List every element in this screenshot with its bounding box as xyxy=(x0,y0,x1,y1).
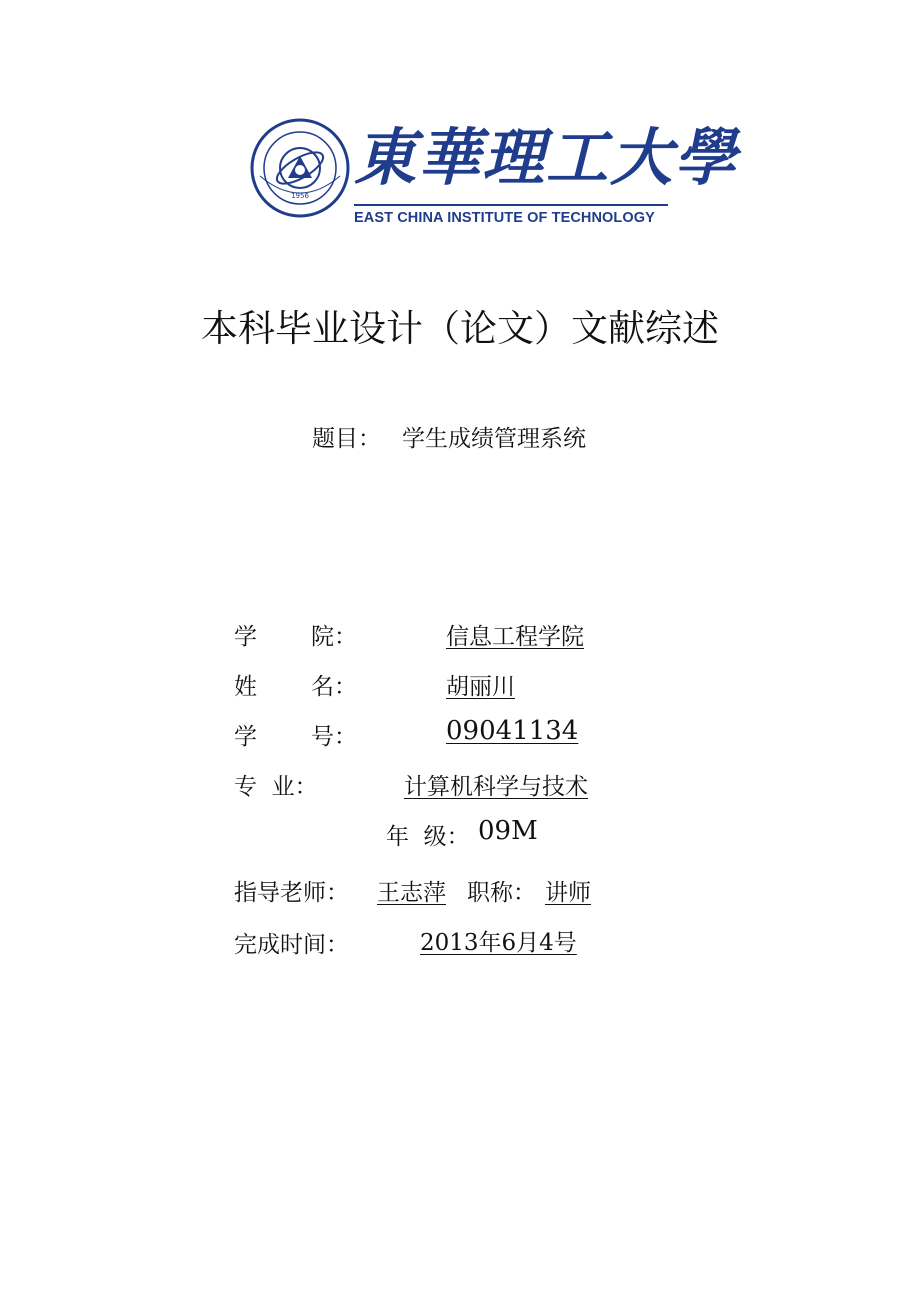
logo-name-english: EAST CHINA INSTITUTE OF TECHNOLOGY xyxy=(354,210,655,226)
completion-label: 完成时间： xyxy=(234,932,349,958)
college-value: 信息工程学院 xyxy=(446,624,584,650)
student-id-label-b: 号： xyxy=(311,724,357,750)
grade-label: 年 级： xyxy=(386,824,470,850)
student-id-value: 09041134 xyxy=(446,716,579,746)
logo-divider xyxy=(354,204,668,206)
subject-value: 学生成绩管理系统 xyxy=(402,426,586,452)
name-value: 胡丽川 xyxy=(446,674,515,700)
major-label: 专 业： xyxy=(234,774,318,800)
college-label-a: 学 xyxy=(234,624,257,650)
svg-text:1956: 1956 xyxy=(291,192,309,200)
major-value: 计算机科学与技术 xyxy=(404,774,588,800)
college-label-b: 院： xyxy=(311,624,357,650)
advisor-value: 王志萍 xyxy=(377,880,446,906)
logo-name-chinese: 東華理工大學 xyxy=(354,121,739,194)
document-title: 本科毕业设计（论文）文献综述 xyxy=(201,307,719,350)
advisor-title-label: 职称： xyxy=(467,880,536,906)
advisor-title-value: 讲师 xyxy=(545,880,591,906)
advisor-label: 指导老师： xyxy=(234,880,349,906)
university-logo xyxy=(250,118,739,230)
student-id-label-a: 学 xyxy=(234,724,257,750)
name-label-a: 姓 xyxy=(234,674,257,700)
grade-value: 09M xyxy=(478,816,538,846)
subject-label: 题目： xyxy=(312,426,381,452)
university-seal-icon xyxy=(250,118,350,218)
completion-value: 2013年6月4号 xyxy=(420,930,577,956)
name-label-b: 名： xyxy=(311,674,357,700)
